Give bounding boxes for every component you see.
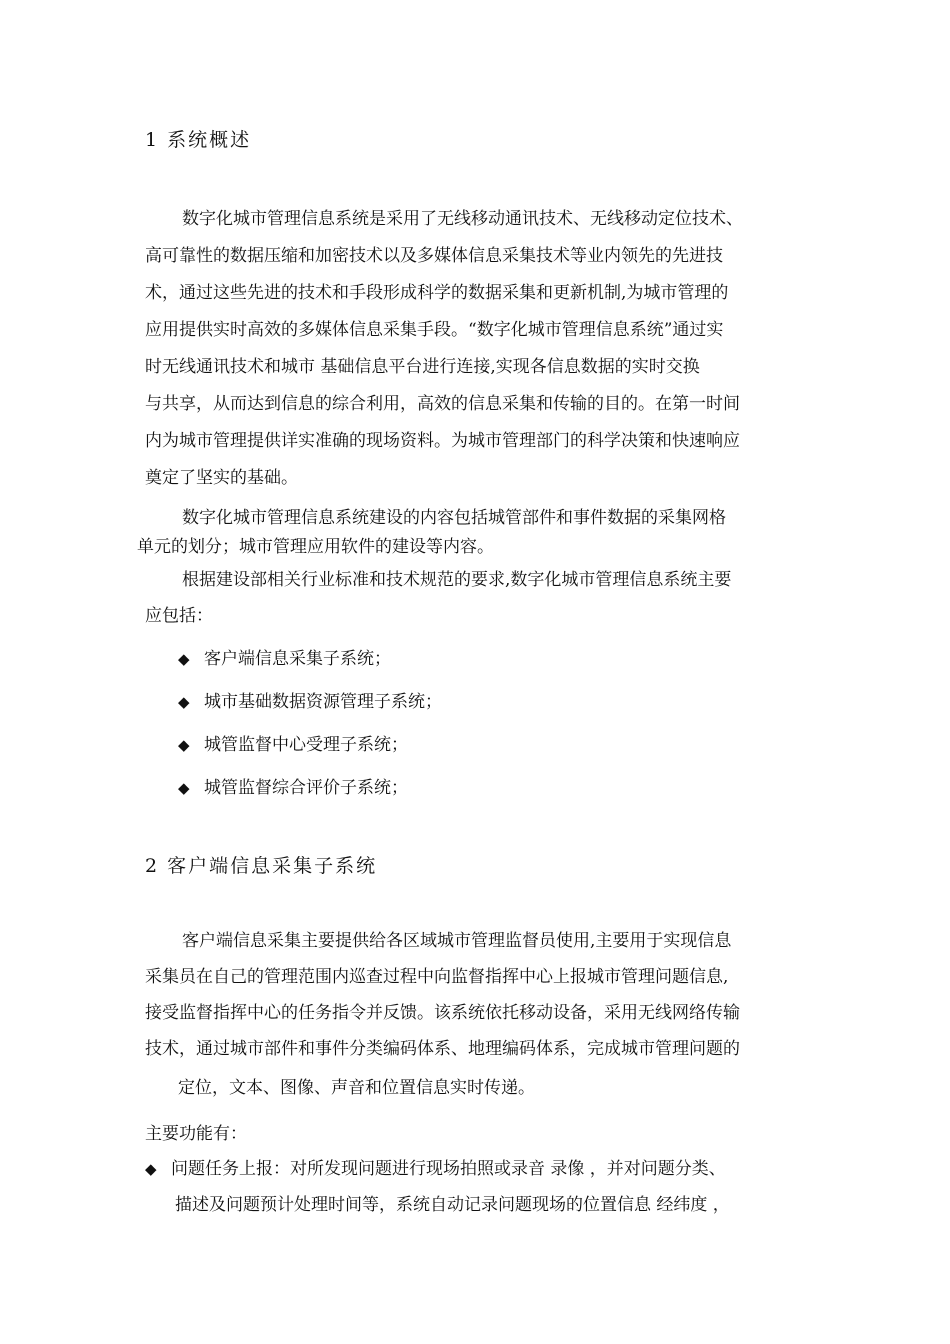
paragraph-line: 术，通过这些先进的技术和手段形成科学的数据采集和更新机制,为城市管理的 bbox=[145, 283, 729, 303]
paragraph-line: 数字化城市管理信息系统建设的内容包括城管部件和事件数据的采集网格 bbox=[182, 508, 726, 528]
diamond-bullet-icon: ◆ bbox=[178, 693, 190, 711]
paragraph-line: 应用提供实时高效的多媒体信息采集手段。“数字化城市管理信息系统”通过实 bbox=[145, 320, 724, 340]
paragraph-line: 接受监督指挥中心的任务指令并反馈。该系统依托移动设备，采用无线网络传输 bbox=[145, 1003, 740, 1023]
paragraph-line: 根据建设部相关行业标准和技术规范的要求,数字化城市管理信息系统主要 bbox=[182, 570, 732, 590]
list-item bbox=[145, 1158, 726, 1180]
list-item bbox=[178, 734, 408, 756]
section2-heading: 2 客户端信息采集子系统 bbox=[145, 855, 378, 877]
paragraph-line: 应包括： bbox=[145, 606, 213, 626]
function-item-text: 问题任务上报：对所发现问题进行现场拍照或录音 录像 ，并对问题分类、 bbox=[171, 1159, 726, 1179]
paragraph-line: 采集员在自己的管理范围内巡查过程中向监督指挥中心上报城市管理问题信息, bbox=[145, 967, 729, 987]
paragraph-line: 奠定了坚实的基础。 bbox=[145, 468, 298, 488]
paragraph-line: 定位，文本、图像、声音和位置信息实时传递。 bbox=[178, 1078, 535, 1098]
list-item-text: 城管监督中心受理子系统； bbox=[204, 735, 408, 755]
paragraph-line: 高可靠性的数据压缩和加密技术以及多媒体信息采集技术等业内领先的先进技 bbox=[145, 246, 723, 266]
function-item-continuation: 描述及问题预计处理时间等，系统自动记录问题现场的位置信息 经纬度 ， bbox=[175, 1195, 730, 1215]
list-item bbox=[178, 777, 408, 799]
paragraph-line: 技术，通过城市部件和事件分类编码体系、地理编码体系，完成城市管理问题的 bbox=[145, 1039, 740, 1059]
section1-heading: 1 系统概述 bbox=[145, 129, 252, 151]
paragraph-line: 与共享，从而达到信息的综合利用，高效的信息采集和传输的目的。在第一时间 bbox=[145, 394, 740, 414]
list-item bbox=[178, 648, 391, 670]
diamond-bullet-icon: ◆ bbox=[178, 736, 190, 754]
list-item-text: 城市基础数据资源管理子系统； bbox=[204, 692, 442, 712]
paragraph-line: 内为城市管理提供详实准确的现场资料。为城市管理部门的科学决策和快速响应 bbox=[145, 431, 740, 451]
diamond-bullet-icon: ◆ bbox=[178, 650, 190, 668]
list-item bbox=[178, 691, 442, 713]
list-item-text: 城管监督综合评价子系统； bbox=[204, 778, 408, 798]
paragraph-line: 数字化城市管理信息系统是采用了无线移动通讯技术、无线移动定位技术、 bbox=[182, 209, 743, 229]
paragraph-line: 客户端信息采集主要提供给各区域城市管理监督员使用,主要用于实现信息 bbox=[182, 931, 732, 951]
list-item-text: 客户端信息采集子系统； bbox=[204, 649, 391, 669]
diamond-bullet-icon: ◆ bbox=[178, 779, 190, 797]
functions-label: 主要功能有： bbox=[145, 1124, 247, 1144]
diamond-bullet-icon: ◆ bbox=[145, 1160, 157, 1178]
paragraph-line: 时无线通讯技术和城市 基础信息平台进行连接,实现各信息数据的实时交换 bbox=[145, 357, 700, 377]
paragraph-line: 单元的划分；城市管理应用软件的建设等内容。 bbox=[137, 537, 494, 557]
